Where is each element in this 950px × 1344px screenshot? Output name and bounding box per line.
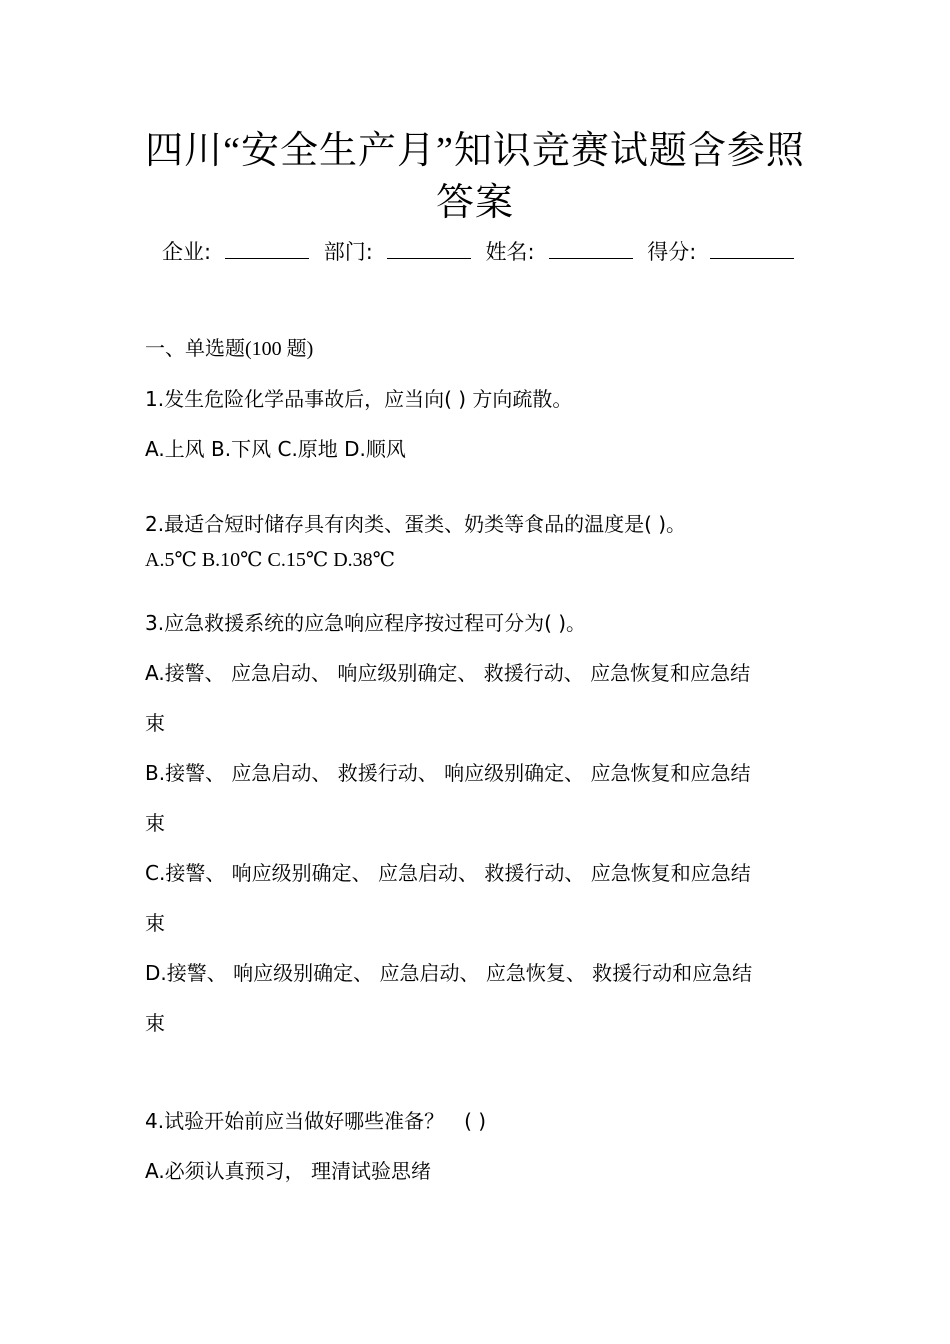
question-option: A.5℃ B.10℃ C.15℃ D.38℃ — [145, 549, 396, 571]
question-option: A.上风 B.下风 C.原地 D.顺风 — [145, 437, 406, 461]
field-label-name: 姓名: — [485, 240, 535, 264]
field-blank-company[interactable] — [225, 234, 309, 259]
question-stem: 1.发生危险化学品事故后，应当向( ) 方向疏散。 — [145, 387, 573, 411]
question-stem: 2.最适合短时储存具有肉类、蛋类、奶类等食品的温度是( )。 — [145, 512, 687, 536]
question-option-continued: 束 — [145, 711, 165, 735]
field-blank-department[interactable] — [387, 234, 471, 259]
document-title-line-1: 四川“安全生产月”知识竞赛试题含参照 — [145, 130, 805, 172]
question-option: B.接警、 应急启动、 救援行动、 响应级别确定、 应急恢复和应急结 — [145, 761, 751, 785]
question-option: C.接警、 响应级别确定、 应急启动、 救援行动、 应急恢复和应急结 — [145, 861, 751, 885]
field-blank-name[interactable] — [549, 234, 633, 259]
question-option-continued: 束 — [145, 811, 165, 835]
question-option-continued: 束 — [145, 911, 165, 935]
field-blank-score[interactable] — [710, 234, 794, 259]
info-fields-row — [162, 234, 802, 268]
field-label-score: 得分: — [647, 240, 697, 264]
section-heading: 一、单选题(100 题) — [145, 338, 314, 360]
question-stem: 4.试验开始前应当做好哪些准备？ ( ) — [145, 1109, 487, 1133]
question-option: D.接警、 响应级别确定、 应急启动、 应急恢复、 救援行动和应急结 — [145, 961, 753, 985]
document-title-line-2: 答案 — [435, 182, 514, 224]
question-option: A.接警、 应急启动、 响应级别确定、 救援行动、 应急恢复和应急结 — [145, 661, 751, 685]
field-label-department: 部门: — [323, 240, 373, 264]
question-option: A.必须认真预习， 理清试验思绪 — [145, 1159, 432, 1183]
question-stem: 3.应急救援系统的应急响应程序按过程可分为( )。 — [145, 611, 587, 635]
question-option-continued: 束 — [145, 1011, 165, 1035]
field-label-company: 企业: — [162, 240, 212, 264]
